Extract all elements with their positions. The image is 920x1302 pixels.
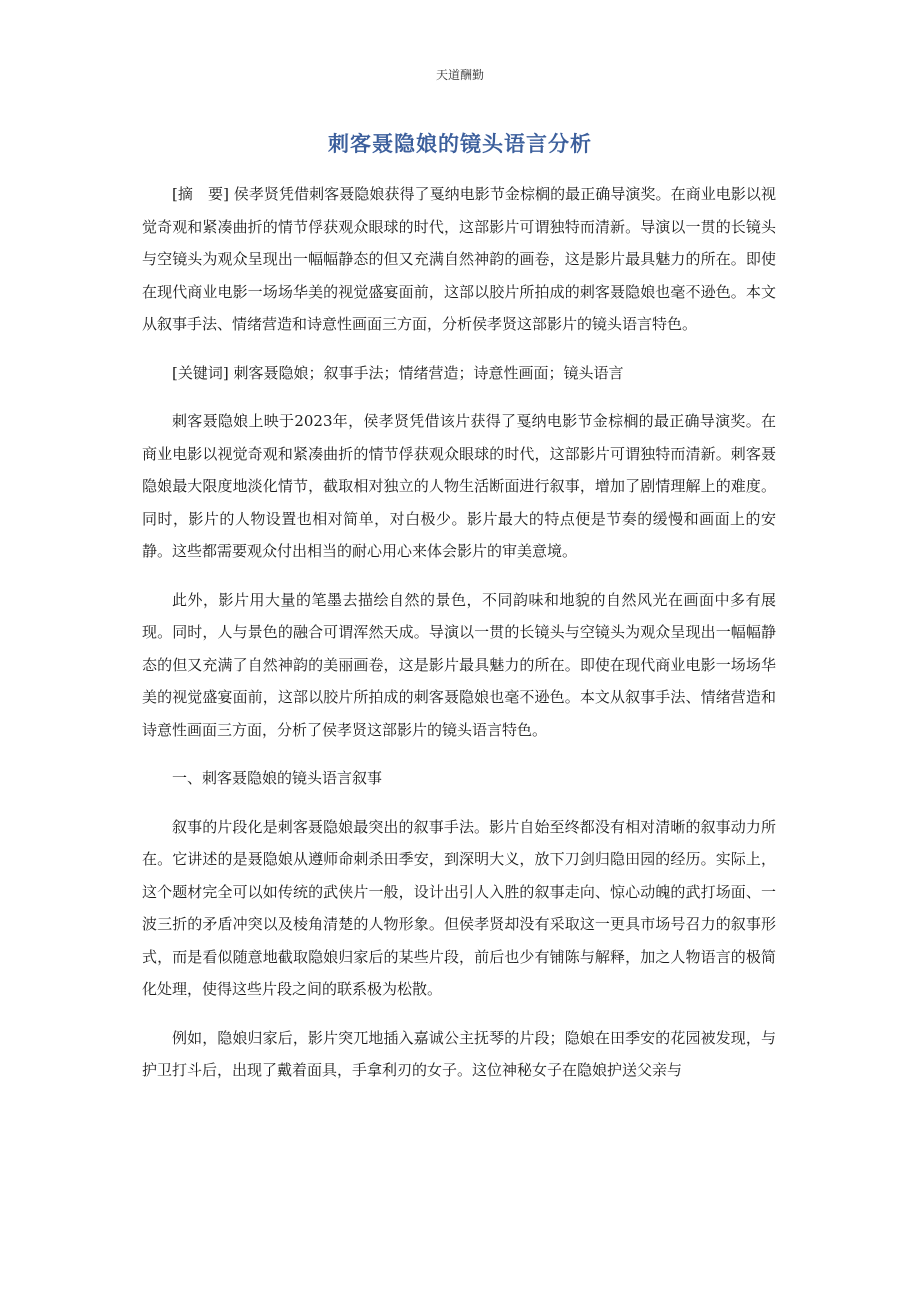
page-header: 天道酬勤 bbox=[435, 68, 484, 82]
body-paragraph: 刺客聂隐娘上映于2023年，侯孝贤凭借该片获得了戛纳电影节金棕榈的最正确导演奖。在商业电影以视觉奇观和紧凑曲折的情节俘获观众眼球的时代，这部影片可谓独特而清新。刺客聂隐娘最大限度地淡化情节，截取相对独立的人物生活断面进行叙事，增加了剧情理解上的难度。同时，影片的人物设置也相对简单，对白极少。影片最大的特点便是节奏的缓慢和画面上的安静。这些都需要观众付出相当的耐心用心来体会影片的审美意境。 bbox=[142, 412, 776, 560]
section-heading: 一、刺客聂隐娘的镜头语言叙事 bbox=[172, 769, 383, 787]
body-paragraph: 例如，隐娘归家后，影片突兀地插入嘉诚公主抚琴的片段；隐娘在田季安的花园被发现，与护卫打斗后，出现了戴着面具，手拿利刃的女子。这位神秘女子在隐娘护送父亲与 bbox=[142, 1028, 776, 1079]
keywords-paragraph: [关键词] 刺客聂隐娘；叙事手法；情绪营造；诗意性画面；镜头语言 bbox=[172, 363, 624, 382]
body-paragraph: 叙事的片段化是刺客聂隐娘最突出的叙事手法。影片自始至终都没有相对清晰的叙事动力所在。它讲述的是聂隐娘从遵师命刺杀田季安，到深明大义，放下刀剑归隐田园的经历。实际上，这个题材完全可以如传统的武侠片一般，设计出引人入胜的叙事走向、惊心动魄的武打场面、一波三折的矛盾冲突以及棱角清楚的人物形象。但侯孝贤却没有采取这一更具市场号召力的叙事形式，而是看似随意地截取隐娘归家后的某些片段，前后也少有铺陈与解释，加之人物语言的极简化处理，使得这些片段之间的联系极为松散。 bbox=[142, 817, 776, 998]
article-body bbox=[142, 178, 776, 1103]
abstract-paragraph: [摘 要] 侯孝贤凭借刺客聂隐娘获得了戛纳电影节金棕榈的最正确导演奖。在商业电影以视觉奇观和紧凑曲折的情节俘获观众眼球的时代，这部影片可谓独特而清新。导演以一贯的长镜头与空镜头为观众呈现出一幅幅静态的但又充满自然神韵的画卷，这是影片最具魅力的所在。即使在现代商业电影一场场华美的视觉盛宴面前，这部以胶片所拍成的刺客聂隐娘也毫不逊色。本文从叙事手法、情绪营造和诗意性画面三方面，分析侯孝贤这部影片的镜头语言特色。 bbox=[142, 185, 776, 333]
body-paragraph: 此外，影片用大量的笔墨去描绘自然的景色，不同韵味和地貌的自然风光在画面中多有展现。同时，人与景色的融合可谓浑然天成。导演以一贯的长镜头与空镜头为观众呈现出一幅幅静态的但又充满了自然神韵的美丽画卷，这是影片最具魅力的所在。即使在现代商业电影一场场华美的视觉盛宴面前，这部以胶片所拍成的刺客聂隐娘也毫不逊色。本文从叙事手法、情绪营造和诗意性画面三方面，分析了侯孝贤这部影片的镜头语言特色。 bbox=[142, 590, 776, 739]
article-title: 刺客聂隐娘的镜头语言分析 bbox=[328, 132, 592, 156]
